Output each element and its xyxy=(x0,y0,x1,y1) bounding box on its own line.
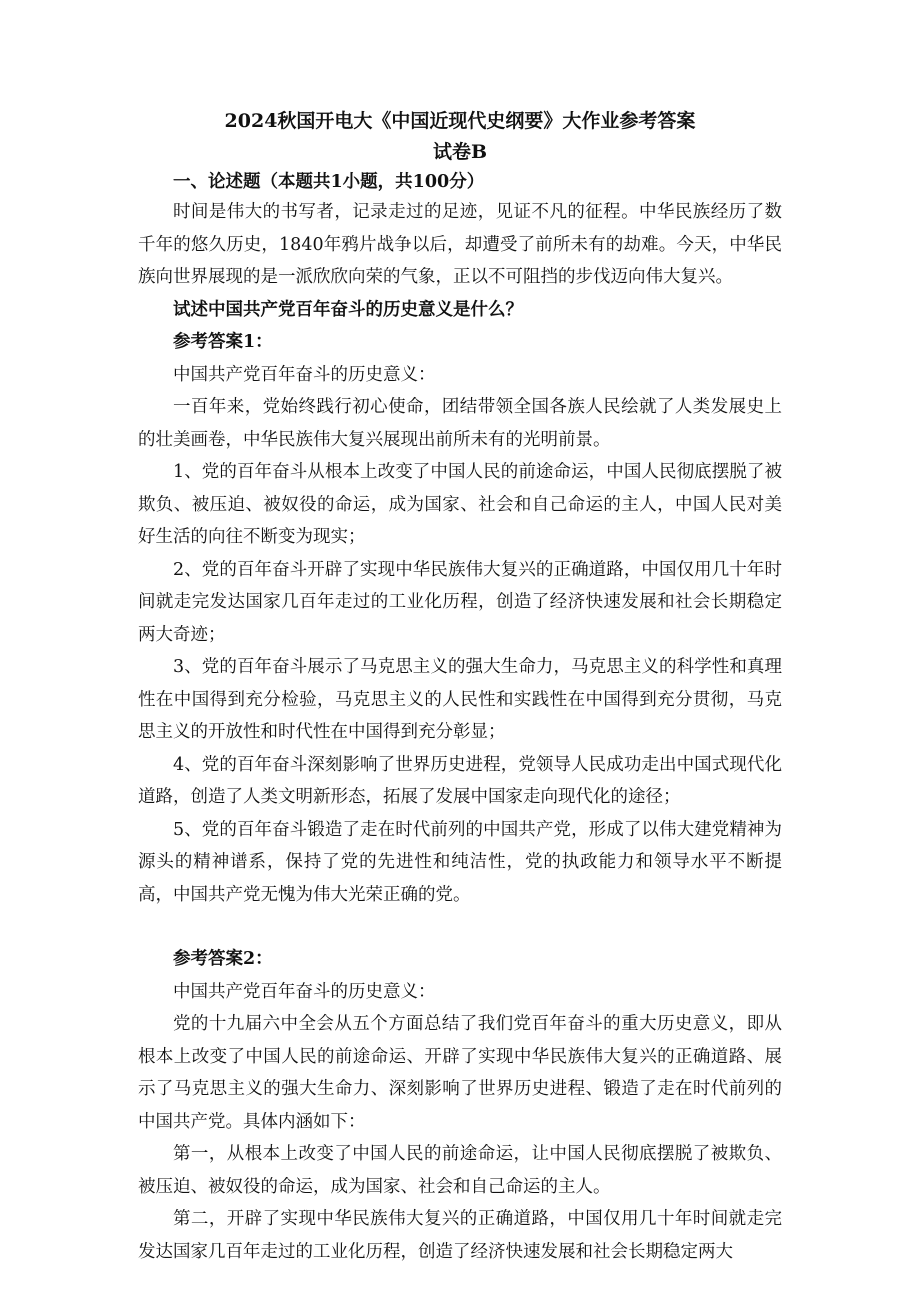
answer2-heading: 中国共产党百年奋斗的历史意义： xyxy=(173,981,436,1002)
answer1-point-1: 1、党的百年奋斗从根本上改变了中国人民的前途命运，中国人民彻底摆脱了被欺负、被压迫、被奴役的命运，成为国家、社会和自己命运的主人，中国人民对美好生活的向往不断变为现实； xyxy=(138,462,782,547)
answer1-point-5: 5、党的百年奋斗锻造了走在时代前列的中国共产党，形成了以伟大建党精神为源头的精神谱系，保持了党的先进性和纯洁性，党的执政能力和领导水平不断提高，中国共产党无愧为伟大光荣正确的党。 xyxy=(138,819,782,905)
document-title: 2024秋国开电大《中国近现代史纲要》大作业参考答案 xyxy=(224,110,696,132)
answer2-intro: 党的十九届六中全会从五个方面总结了我们党百年奋斗的重大历史意义，即从根本上改变了中国人民的前途命运、开辟了实现中华民族伟大复兴的正确道路、展示了马克思主义的强大生命力、深刻影响了世界历史进程、锻造了走在时代前列的中国共产党。具体内涵如下： xyxy=(138,1014,782,1132)
intro-paragraph: 时间是伟大的书写者，记录走过的足迹，见证不凡的征程。中华民族经历了数千年的悠久历史，1840年鸦片战争以后，却遭受了前所未有的劫难。今天，中华民族向世界展现的是一派欣欣向荣的气象，正以不可阻挡的步伐迈向伟大复兴。 xyxy=(138,202,782,287)
answer2-point-1: 第一，从根本上改变了中国人民的前途命运，让中国人民彻底摆脱了被欺负、被压迫、被奴役的命运，成为国家、社会和自己命运的主人。 xyxy=(138,1144,782,1197)
section-gap xyxy=(138,911,782,943)
answer1-point-2: 2、党的百年奋斗开辟了实现中华民族伟大复兴的正确道路，中国仅用几十年时间就走完发达国家几百年走过的工业化历程，创造了经济快速发展和社会长期稳定两大奇迹； xyxy=(138,559,782,645)
section-heading: 一、论述题（本题共1小题，共100分） xyxy=(173,172,485,192)
document-subtitle: 试卷B xyxy=(432,141,488,163)
answer1-heading: 中国共产党百年奋斗的历史意义： xyxy=(173,364,436,385)
question-text: 试述中国共产党百年奋斗的历史意义是什么？ xyxy=(173,299,523,320)
answer1-point-3: 3、党的百年奋斗展示了马克思主义的强大生命力，马克思主义的科学性和真理性在中国得到充分检验，马克思主义的人民性和实践性在中国得到充分贯彻，马克思主义的开放性和时代性在中国得到充分彰显； xyxy=(138,657,782,742)
answer1-intro: 一百年来，党始终践行初心使命，团结带领全国各族人民绘就了人类发展史上的壮美画卷，中华民族伟大复兴展现出前所未有的光明前景。 xyxy=(138,397,782,450)
answer1-point-4: 4、党的百年奋斗深刻影响了世界历史进程，党领导人民成功走出中国式现代化道路，创造了人类文明新形态，拓展了发展中国家走向现代化的途径； xyxy=(138,754,782,807)
answer1-label: 参考答案1： xyxy=(173,332,273,352)
answer2-point-2: 第二，开辟了实现中华民族伟大复兴的正确道路，中国仅用几十年时间就走完发达国家几百年走过的工业化历程，创造了经济快速发展和社会长期稳定两大 xyxy=(138,1209,782,1262)
answer2-label: 参考答案2： xyxy=(173,949,273,969)
